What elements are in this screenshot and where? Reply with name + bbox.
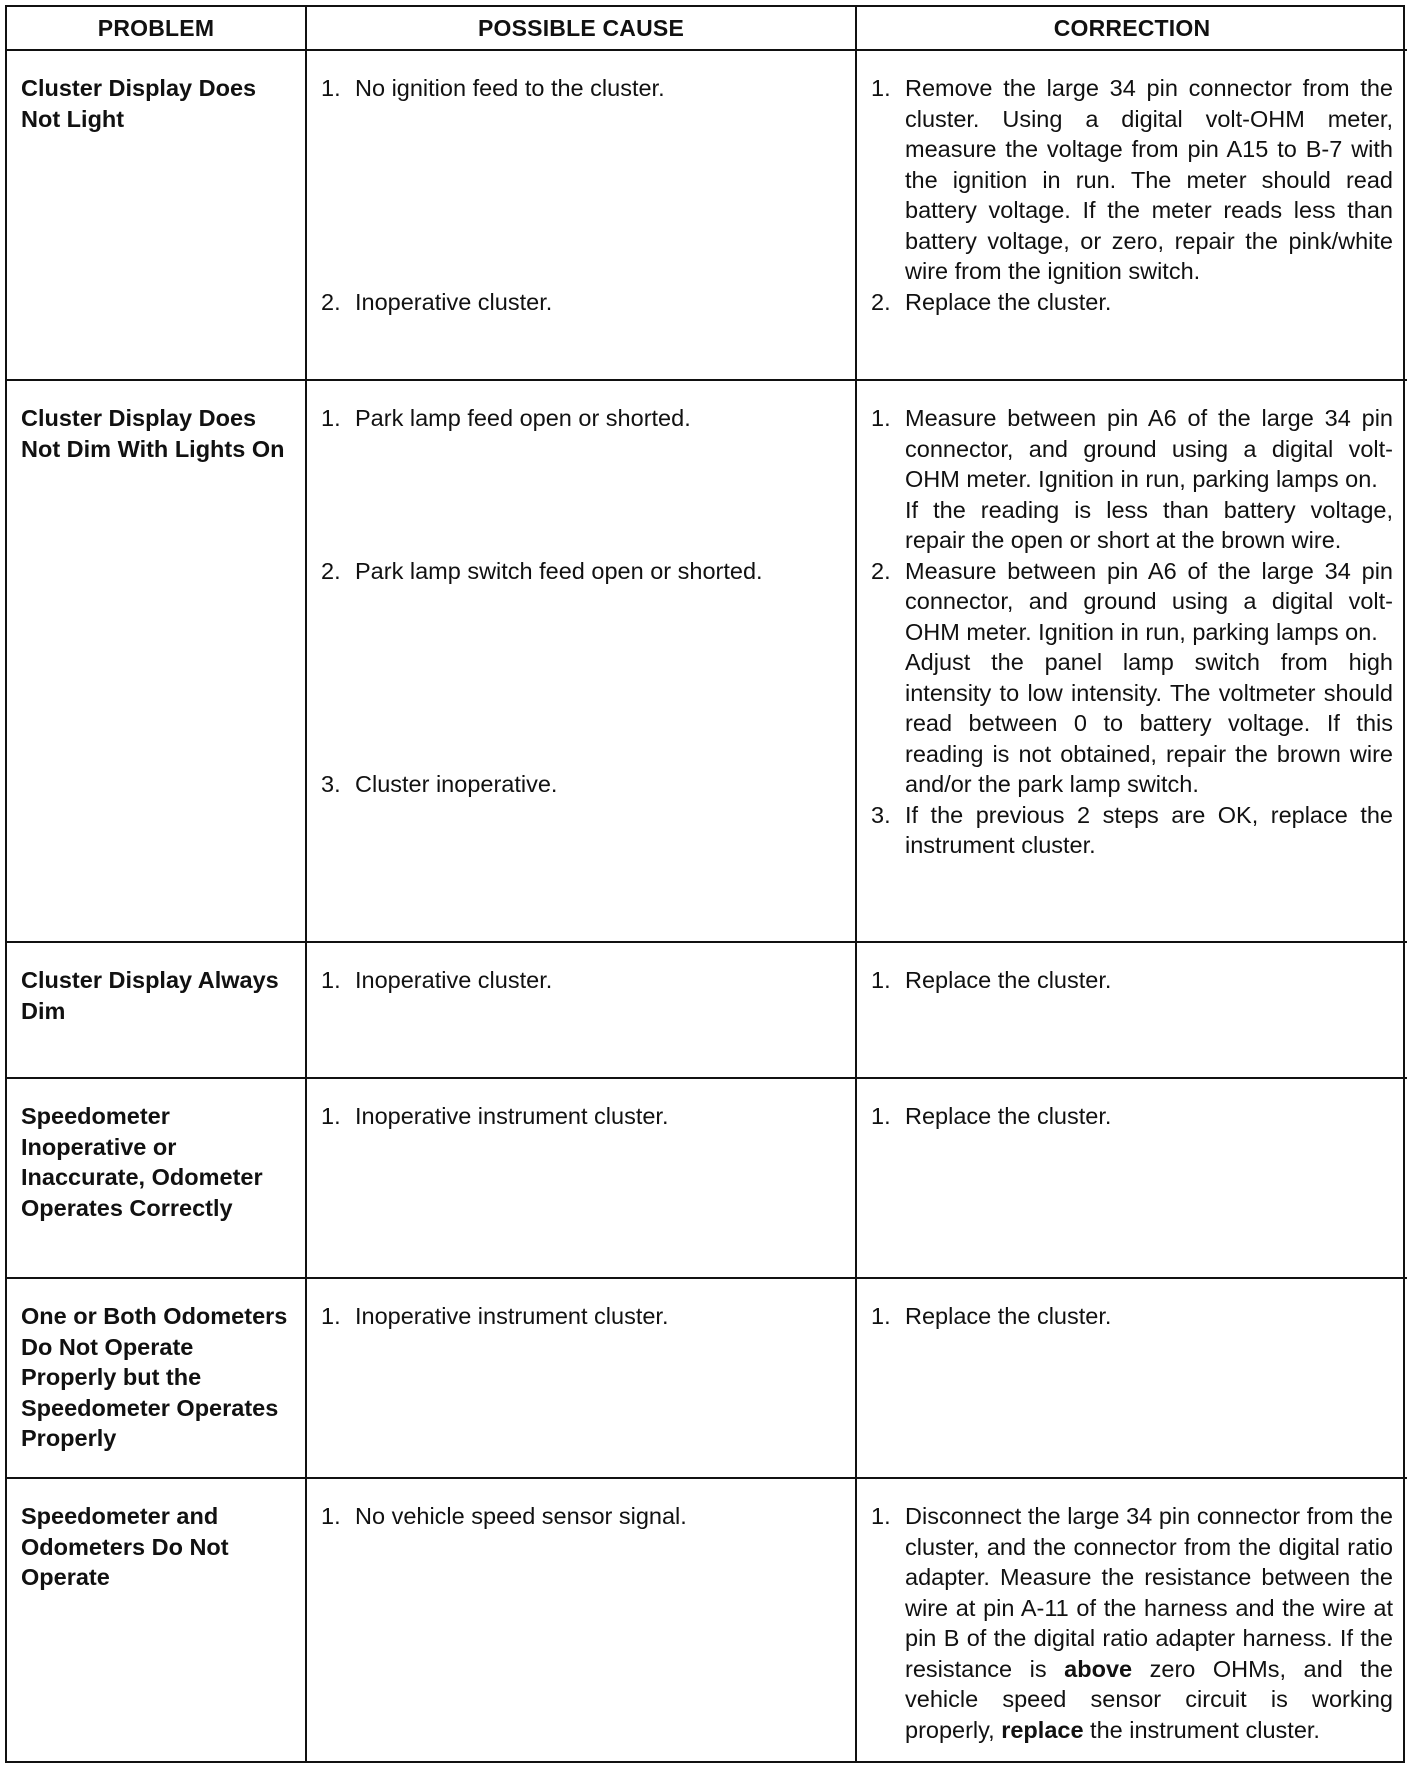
correction-text-block [905,403,1393,556]
problem-cell: Speedometer Inoperative or Inaccurate, Odometer Operates Correctly [7,1078,306,1278]
emphasis-replace: replace [1001,1716,1084,1743]
step-number: 2. [871,557,891,584]
correction-step [871,403,1393,556]
step-number: 1. [321,75,341,101]
cause-text: Inoperative instrument cluster. [355,1103,669,1129]
step-number: 1. [321,1303,341,1329]
correction-text: Measure between pin A6 of the large 34 pin connector, and ground using a digital volt-OHM meter. Ignition in run, parking lamps on. [905,557,1393,645]
correction-text: Replace the cluster. [905,288,1112,315]
cause-text: Park lamp switch feed open or shorted. [355,557,763,584]
table-row [7,1478,1407,1762]
correction-text-block [905,1501,1393,1745]
step-number: 2. [321,288,341,315]
step-number: 1. [871,1303,891,1329]
correction-step [871,73,1393,287]
correction-text: Measure between pin A6 of the large 34 pin connector, and ground using a digital volt-OHM meter. Ignition in run, parking lamps on. [905,405,1393,492]
correction-note: Adjust the panel lamp switch from high intensity to low intensity. The voltmeter should read between 0 to battery voltage. If this reading is not obtained, repair the brown wire and/or the park lamp switch. [905,649,1393,797]
step-number: 1. [321,1503,341,1529]
correction-step [871,800,1393,861]
cause-cell [306,942,856,1078]
cause-cell [306,1478,856,1762]
correction-cell [856,50,1407,380]
cause-step [321,556,841,587]
cause-text: Inoperative instrument cluster. [355,1303,669,1329]
correction-text: Disconnect the large 34 pin connector from the cluster, and the connector from the digital ratio adapter. Measure the resistance between the wire at pin A-11 of the harness and the wire at pin B of the digital ratio adapter harness. If the resistance is [905,1503,1393,1682]
step-number: 2. [871,288,891,315]
cause-step [321,769,841,800]
correction-step [871,1301,1393,1332]
cause-cell [306,1278,856,1478]
header-correction: CORRECTION [856,7,1407,50]
step-number: 3. [321,771,341,797]
table-row [7,50,1407,380]
correction-cell [856,942,1407,1078]
problem-cell: Cluster Display Does Not Light [7,50,306,380]
problem-cell: One or Both Odometers Do Not Operate Properly but the Speedometer Operates Properly [7,1278,306,1478]
correction-text: Replace the cluster. [905,967,1112,993]
cause-step [321,403,841,434]
header-row [7,7,1407,50]
cause-text: Park lamp feed open or shorted. [355,405,691,431]
cause-text: No ignition feed to the cluster. [355,75,665,101]
correction-step [871,287,1393,318]
diagnosis-table [7,7,1407,1762]
step-number: 2. [321,557,341,584]
cause-cell [306,1078,856,1278]
cause-text: Cluster inoperative. [355,771,558,797]
step-number: 3. [871,801,891,828]
step-number: 1. [871,1503,891,1529]
cause-step [321,1101,841,1132]
correction-text: Replace the cluster. [905,1303,1112,1329]
correction-note: If the reading is less than battery voltage, repair the open or short at the brown wire. [905,496,1393,553]
step-number: 1. [871,1103,891,1129]
correction-text: Replace the cluster. [905,1103,1112,1129]
header-possible-cause: POSSIBLE CAUSE [306,7,856,50]
table-row [7,1278,1407,1478]
step-number: 1. [321,1103,341,1129]
problem-cell: Cluster Display Does Not Dim With Lights On [7,380,306,942]
cause-step [321,287,841,318]
correction-cell [856,1278,1407,1478]
correction-step [871,1101,1393,1132]
cause-cell [306,380,856,942]
step-number: 1. [321,967,341,993]
correction-step [871,965,1393,996]
correction-cell [856,1478,1407,1762]
correction-text-block [905,556,1393,800]
troubleshooting-sheet [5,5,1405,1763]
table-row [7,942,1407,1078]
cause-text: No vehicle speed sensor signal. [355,1503,687,1529]
table-row [7,380,1407,942]
step-number: 1. [871,405,891,431]
correction-cell [856,1078,1407,1278]
cause-step [321,1501,841,1532]
correction-step [871,556,1393,800]
cause-step [321,73,841,104]
emphasis-above: above [1064,1655,1133,1682]
cause-step [321,965,841,996]
correction-text: If the previous 2 steps are OK, replace the instrument cluster. [905,801,1393,858]
step-number: 1. [321,405,341,431]
problem-cell: Speedometer and Odometers Do Not Operate [7,1478,306,1762]
cause-text: Inoperative cluster. [355,967,553,993]
correction-text: Remove the large 34 pin connector from the cluster. Using a digital volt-OHM meter, measure the voltage from pin A15 to B-7 with the ignition in run. The meter should read battery voltage. If the meter reads less than battery voltage, or zero, repair the pink/white wire from the ignition switch. [905,75,1393,284]
cause-step [321,1301,841,1332]
cause-cell [306,50,856,380]
correction-step [871,1501,1393,1745]
cause-text: Inoperative cluster. [355,288,553,315]
problem-cell: Cluster Display Always Dim [7,942,306,1078]
step-number: 1. [871,967,891,993]
correction-cell [856,380,1407,942]
correction-text: the instrument cluster. [1083,1716,1320,1743]
correction-text: zero OHMs, and the vehicle speed sensor circuit is working properly, [905,1655,1393,1743]
step-number: 1. [871,75,891,101]
header-problem: PROBLEM [7,7,306,50]
table-row [7,1078,1407,1278]
